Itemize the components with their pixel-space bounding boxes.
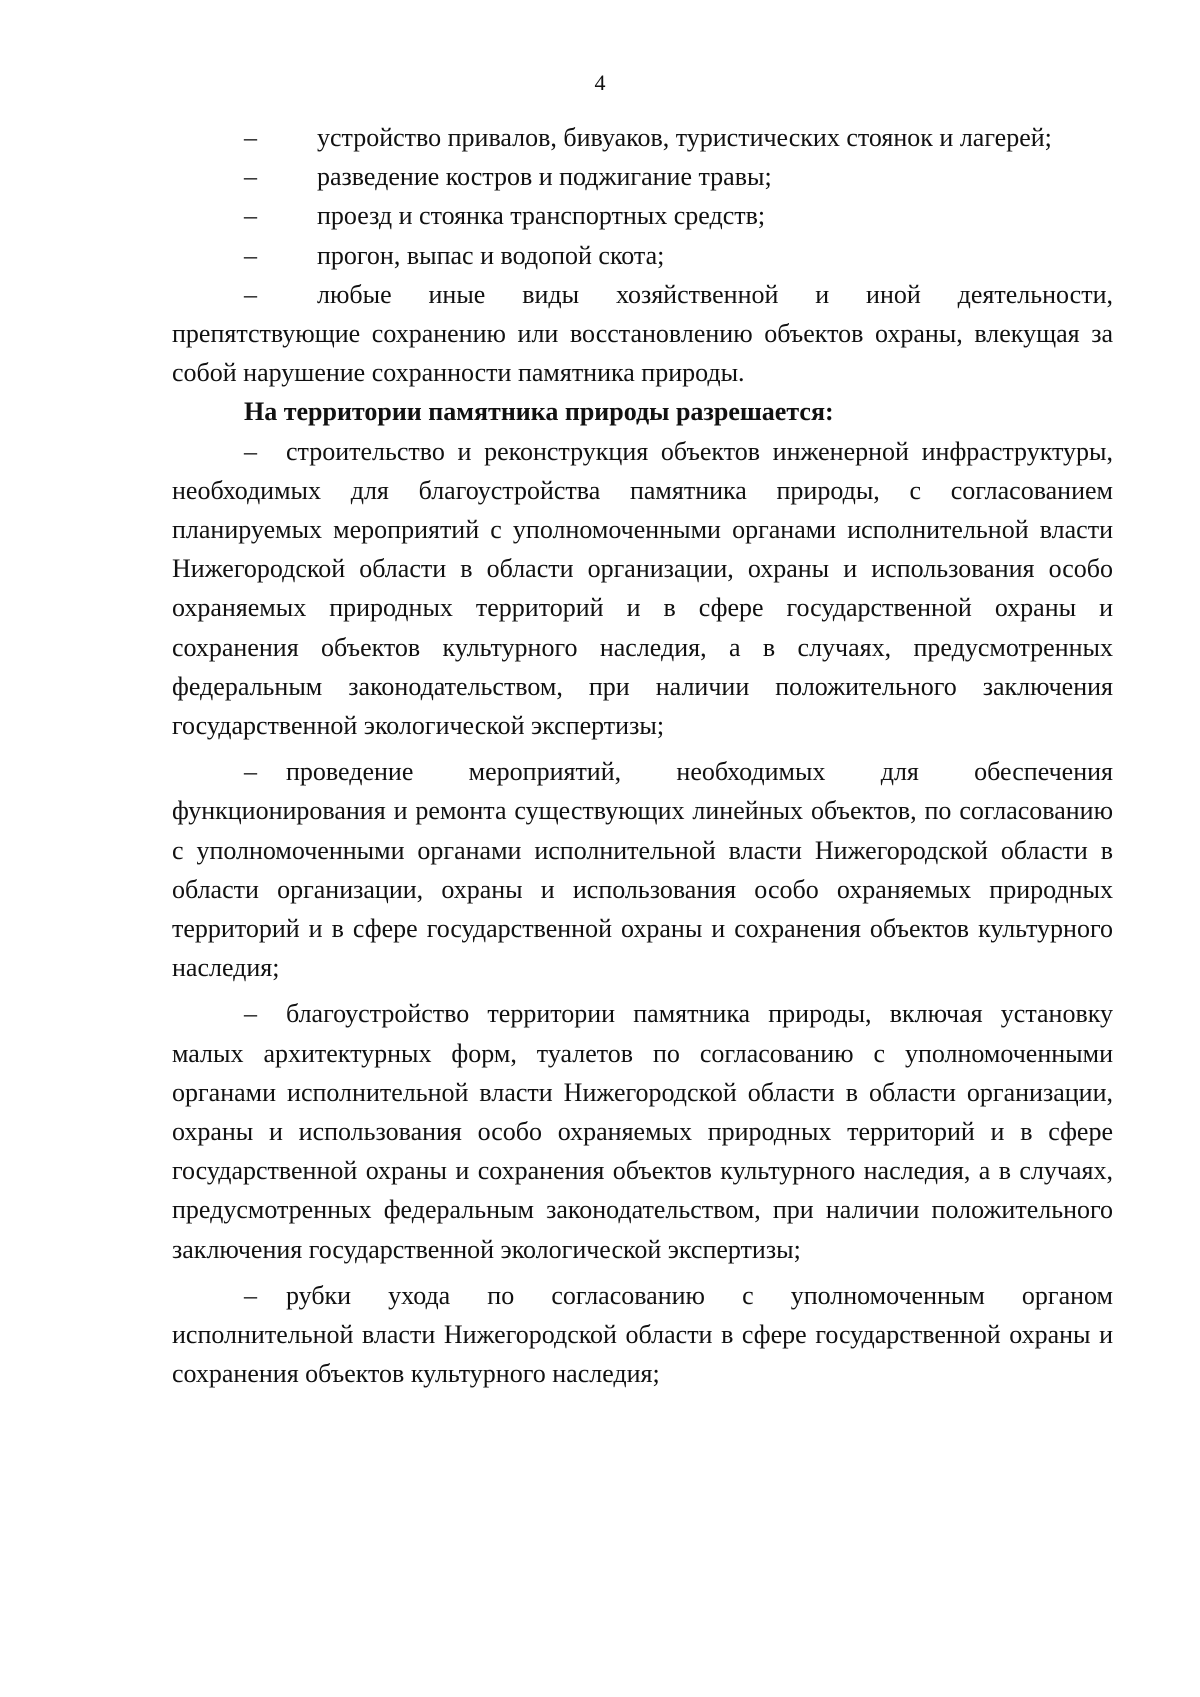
- list-dash: –: [244, 123, 257, 152]
- allowed-item: [172, 994, 1113, 1268]
- list-dash: –: [244, 162, 257, 192]
- prohibited-item-text: устройство привалов, бивуаков, туристических стоянок и лагерей;: [317, 123, 1052, 152]
- prohibited-item-text: любые иные виды хозяйственной и иной деятельности, препятствующие сохранению или восстановлению объектов охраны, влекущая за собой нарушение сохранности памятника природы.: [172, 279, 1113, 388]
- allowed-item: [172, 1276, 1113, 1394]
- list-dash: –: [244, 201, 257, 231]
- list-dash: –: [244, 1280, 257, 1310]
- list-dash: –: [244, 999, 257, 1029]
- list-dash: –: [244, 436, 257, 466]
- prohibited-item-text: разведение костров и поджигание травы;: [317, 162, 772, 192]
- document-body: [172, 118, 1113, 1394]
- list-dash: –: [244, 279, 257, 309]
- prohibited-item: [172, 118, 1113, 157]
- allowed-item: [172, 432, 1113, 746]
- page-number: 4: [594, 70, 606, 95]
- allowed-item-text: строительство и реконструкция объектов инженерной инфраструктуры, необходимых для благоустройства памятника природы, с согласованием планируемых мероприятий с уполномоченными органами исполнительной власти Нижегородской области в области организации, охраны и использования особо охраняемых природных территорий и в сфере государственной охраны и сохранения объектов культурного наследия, а в случаях, предусмотренных федеральным законодательством, при наличии положительного заключения государственной экологической экспертизы;: [172, 436, 1113, 741]
- allowed-item-text: благоустройство территории памятника природы, включая установку малых архитектурных форм, туалетов по согласованию с уполномоченными органами исполнительной власти Нижегородской области в области организации, охраны и использования особо охраняемых природных территорий и в сфере государственной охраны и сохранения объектов культурного наследия, а в случаях, предусмотренных федеральным законодательством, при наличии положительного заключения государственной экологической экспертизы;: [172, 999, 1113, 1264]
- prohibited-item-text: проезд и стоянка транспортных средств;: [317, 201, 766, 231]
- prohibited-item: [172, 275, 1113, 393]
- prohibited-item: [172, 157, 1113, 196]
- list-dash: –: [244, 757, 257, 787]
- allowed-item-text: рубки ухода по согласованию с уполномоченным органом исполнительной власти Нижегородской области в сфере государственной охраны и сохранения объектов культурного наследия;: [172, 1280, 1113, 1389]
- allowed-item: [172, 752, 1113, 987]
- list-dash: –: [244, 240, 257, 270]
- prohibited-item-text: прогон, выпас и водопой скота;: [317, 240, 665, 270]
- prohibited-item: [172, 196, 1113, 235]
- allowed-item-text: проведение мероприятий, необходимых для обеспечения функционирования и ремонта существующих линейных объектов, по согласованию с уполномоченными органами исполнительной власти Нижегородской области в области организации, охраны и использования особо охраняемых природных территорий и в сфере государственной охраны и сохранения объектов культурного наследия;: [172, 757, 1113, 983]
- section-heading: На территории памятника природы разрешается:: [244, 397, 834, 427]
- prohibited-item: [172, 236, 1113, 275]
